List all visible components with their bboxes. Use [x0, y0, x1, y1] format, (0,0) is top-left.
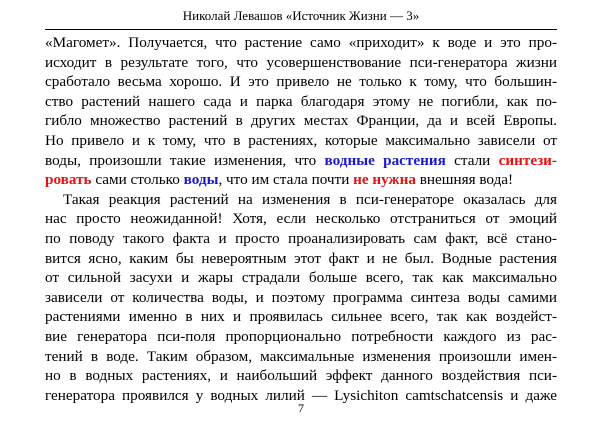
paragraph-2-line-2: нас просто неожиданной! Хотя, если несколько отстраниться от эмоций	[45, 210, 557, 228]
plain-text-segment: воды, произошли такие изменения, что	[45, 151, 325, 169]
paragraph-2-line-11: генератора проявился у водных лилий — Lysichiton camtschatcensis и даже	[45, 386, 557, 404]
highlight-synthesize-end: ровать	[45, 171, 92, 189]
page-body-text	[45, 33, 557, 405]
plain-text-segment: стали	[445, 151, 499, 169]
paragraph-2-line-5: от сильной засухи и жары страдали больше всего, так как максимально	[45, 269, 557, 287]
plain-text-segment: сами столько	[91, 171, 184, 189]
paragraph-2-line-6: зависели от количества воды, и поэтому программа синтеза воды самими	[45, 288, 557, 306]
plain-text-segment: , что им стала почти	[218, 171, 354, 189]
paragraph-2-line-4: вится ясно, каким бы невероятным этот факт и не был. Водные растения	[45, 249, 557, 267]
paragraph-1-line-5: гибло множество растений в других местах Франции, да и всей Европы.	[45, 112, 557, 130]
paragraph-2-line-10: но в водных растениях, и наибольший эффект данного воздействия пси-	[45, 367, 557, 385]
paragraph-1-line-7	[45, 151, 557, 171]
paragraph-2-line-3: по поводу такого факта и просто проанализировать сам факт, всё стано-	[45, 229, 557, 247]
paragraph-2-line-1: Такая реакция растений на изменения в пси-генераторе оказалась для	[63, 190, 557, 208]
paragraph-1-line-4: ство растений нашего сада и парка благодаря этому не погибли, как по-	[45, 92, 557, 110]
paragraph-1-line-1: «Магомет». Получается, что растение само «приходит» к воде и это про-	[45, 34, 557, 51]
paragraph-1-line-6: Но привело и к тому, что в растениях, которые максимально зависели от	[45, 131, 557, 149]
page-number: 7	[298, 401, 304, 415]
running-header: Николай Левашов «Источник Жизни — 3»	[182, 8, 420, 23]
paragraph-2-line-7: растениями именно в них и проявилась сильнее всего, так как воздейст-	[45, 308, 557, 326]
highlight-water-plants: водные растения	[324, 151, 446, 169]
paragraph-1-line-3: сработало весьма хорошо. И это привело не только к тому, что большин-	[45, 73, 557, 91]
paragraph-2-line-8: вие генератора пси-поля пропорциональнo потребности каждого из рас-	[45, 327, 557, 345]
paragraph-1-line-8	[45, 170, 557, 190]
highlight-water: воды	[183, 171, 219, 189]
highlight-not-needed: не нужна	[353, 171, 416, 189]
header-divider	[45, 29, 557, 30]
plain-text-segment: внешняя вода!	[415, 171, 514, 189]
paragraph-1-line-2: исходит в результате того, что усовершенствование пси-генератора жизни	[45, 53, 557, 71]
highlight-synthesize-start: синтези-	[498, 151, 557, 169]
paragraph-2-line-9: тений в воде. Таким образом, максимальные изменения произошли имен-	[45, 347, 557, 365]
